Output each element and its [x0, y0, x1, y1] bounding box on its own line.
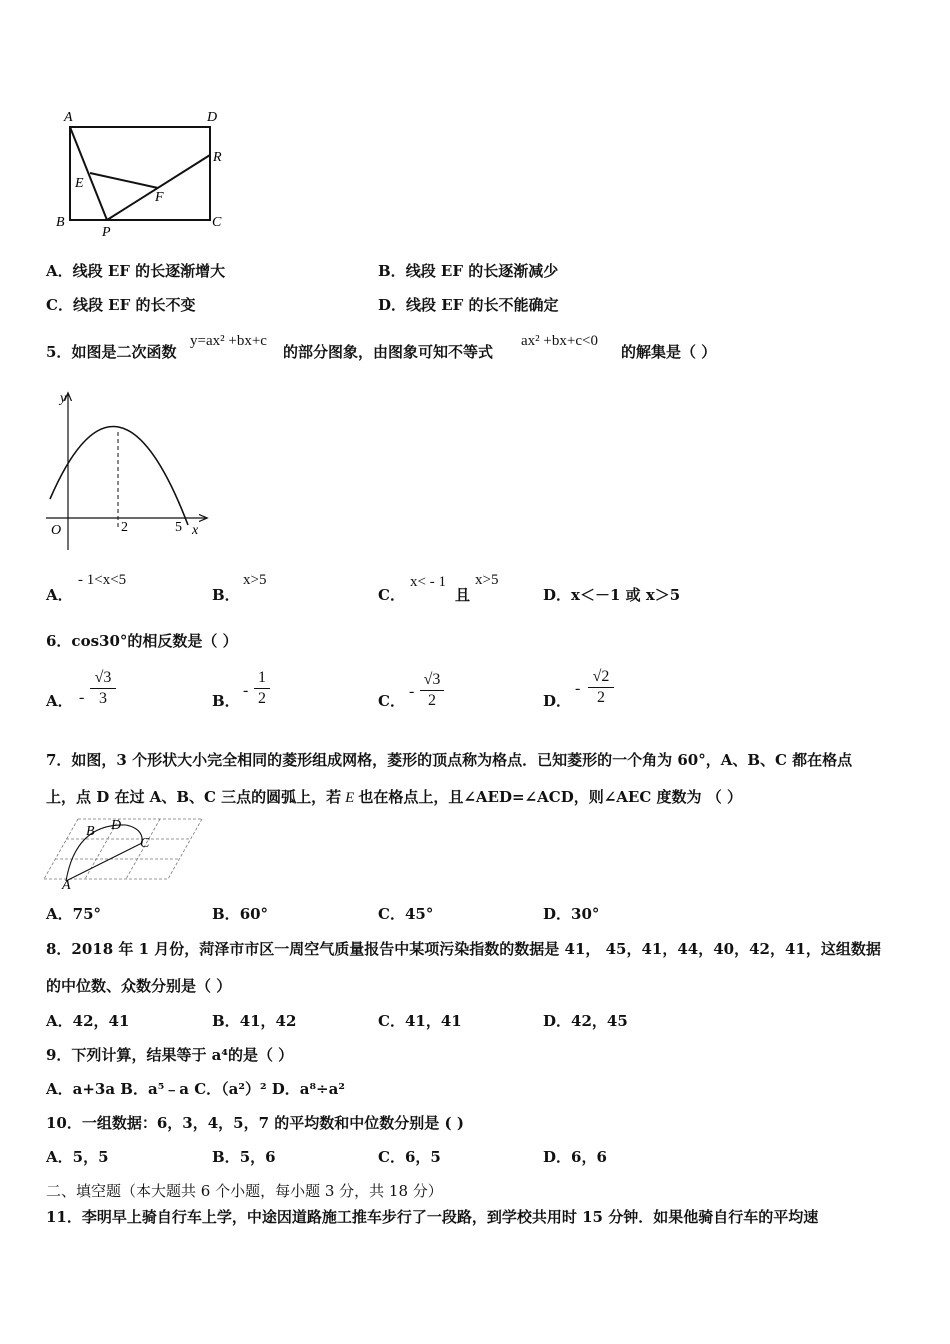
- q6-option-c-fraction: √3 2: [420, 671, 444, 710]
- q6-option-b-sign: -: [243, 682, 249, 699]
- q5-option-b-text: x>5: [243, 572, 267, 588]
- q5-option-a-letter: A．: [46, 586, 73, 604]
- q5-option-c-join: 且: [455, 586, 471, 604]
- q8-option-b: B．41，42: [212, 1012, 297, 1030]
- q4-option-d: D．线段 EF 的长不能确定: [378, 296, 559, 314]
- q8-line2: 的中位数、众数分别是（ ）: [46, 977, 232, 995]
- label-P: P: [102, 225, 111, 240]
- q5-number: 5．如图是二次函数: [46, 343, 177, 361]
- q10-option-d: D．6，6: [543, 1148, 607, 1166]
- label-B: B: [56, 215, 65, 230]
- q8-option-a: A．42，41: [46, 1012, 130, 1030]
- q7-option-c: C．45°: [378, 905, 434, 923]
- rectangle-figure: [50, 105, 240, 240]
- q5-inequality: ax² +bx+c<0: [521, 333, 598, 349]
- q6-option-b-fraction: 1 2: [254, 669, 270, 708]
- q6-option-d-letter: D．: [543, 692, 572, 710]
- grid-label-A: A: [62, 878, 71, 891]
- grid-label-D: D: [111, 818, 122, 833]
- label-E: E: [75, 176, 84, 191]
- q4-option-c: C．线段 EF 的长不变: [46, 296, 196, 314]
- q7-line2: 上，点 D 在过 A、B、C 三点的圆弧上，若 E 也在格点上，且∠AED=∠ACD，则∠AEC 度数为 （ ）: [46, 788, 742, 806]
- q7-option-b: B．60°: [212, 905, 269, 923]
- origin-label: O: [51, 523, 62, 538]
- q7-line1: 7．如图，3 个形状大小完全相同的菱形组成网格，菱形的顶点称为格点．已知菱形的一个角为 60°，A、B、C 都在格点: [46, 751, 853, 769]
- rhombus-grid-figure: [42, 815, 204, 891]
- q6-option-a-fraction: √3 3: [90, 669, 116, 708]
- q10-option-c: C．6，5: [378, 1148, 441, 1166]
- tick-2: 2: [121, 520, 128, 535]
- section-heading: 二、填空题（本大题共 6 个小题，每小题 3 分，共 18 分）: [46, 1182, 443, 1200]
- q9-options: A．a+3a B．a⁵﹣a C．（a²）² D．a⁸÷a²: [46, 1080, 345, 1098]
- q6-option-a-sign: -: [79, 689, 85, 706]
- label-F: F: [155, 190, 164, 205]
- axis-x-label: x: [192, 523, 199, 538]
- q5-option-a-text: - 1<x<5: [78, 572, 127, 588]
- q5-text-mid: 的部分图象，由图象可知不等式: [283, 343, 494, 361]
- q6-option-c-sign: -: [409, 683, 415, 700]
- label-C: C: [212, 215, 222, 230]
- q8-line1: 8．2018 年 1 月份，菏泽市市区一周空气质量报告中某项污染指数的数据是 41， 45，41，44，40，42，41，这组数据: [46, 940, 881, 958]
- q5-option-c-letter: C．: [378, 586, 405, 604]
- q4-option-a: A．线段 EF 的长逐渐增大: [46, 262, 226, 280]
- q5-option-b-letter: B．: [212, 586, 240, 604]
- q10-option-b: B．5，6: [212, 1148, 276, 1166]
- q6-question: 6．cos30°的相反数是（ ）: [46, 632, 238, 650]
- q7-option-a: A．75°: [46, 905, 102, 923]
- q11-text: 11．李明早上骑自行车上学，中途因道路施工推车步行了一段路，到学校共用时 15 分钟．如果他骑自行车的平均速: [46, 1208, 819, 1226]
- q6-option-d-fraction: √2 2: [588, 668, 614, 707]
- grid-label-B: B: [86, 824, 95, 839]
- q6-option-d-sign: -: [575, 680, 581, 697]
- q4-option-b: B．线段 EF 的长逐渐减少: [378, 262, 559, 280]
- grid-label-C: C: [140, 836, 150, 851]
- q8-option-d: D．42，45: [543, 1012, 628, 1030]
- q5-option-c-text: x< - 1: [410, 574, 446, 590]
- q6-option-c-letter: C．: [378, 692, 405, 710]
- label-R: R: [213, 150, 222, 165]
- q9-question: 9．下列计算，结果等于 a⁴的是（ ）: [46, 1046, 294, 1064]
- q10-question: 10．一组数据：6，3，4，5，7 的平均数和中位数分别是 ( ): [46, 1114, 464, 1132]
- q5-option-d: D．x＜－1 或 x＞5: [543, 586, 681, 604]
- q5-text-end: 的解集是（ ）: [621, 343, 717, 361]
- q10-option-a: A．5，5: [46, 1148, 109, 1166]
- tick-5: 5: [175, 520, 182, 535]
- label-D: D: [207, 110, 218, 125]
- q7-option-d: D．30°: [543, 905, 600, 923]
- label-A: A: [64, 110, 73, 125]
- parabola-graph: [44, 388, 214, 558]
- q6-option-b-letter: B．: [212, 692, 240, 710]
- q8-option-c: C．41，41: [378, 1012, 462, 1030]
- q6-option-a-letter: A．: [46, 692, 73, 710]
- q5-function: y=ax² +bx+c: [190, 333, 267, 349]
- axis-y-label: y: [60, 391, 67, 406]
- q5-option-c-text2: x>5: [475, 572, 499, 588]
